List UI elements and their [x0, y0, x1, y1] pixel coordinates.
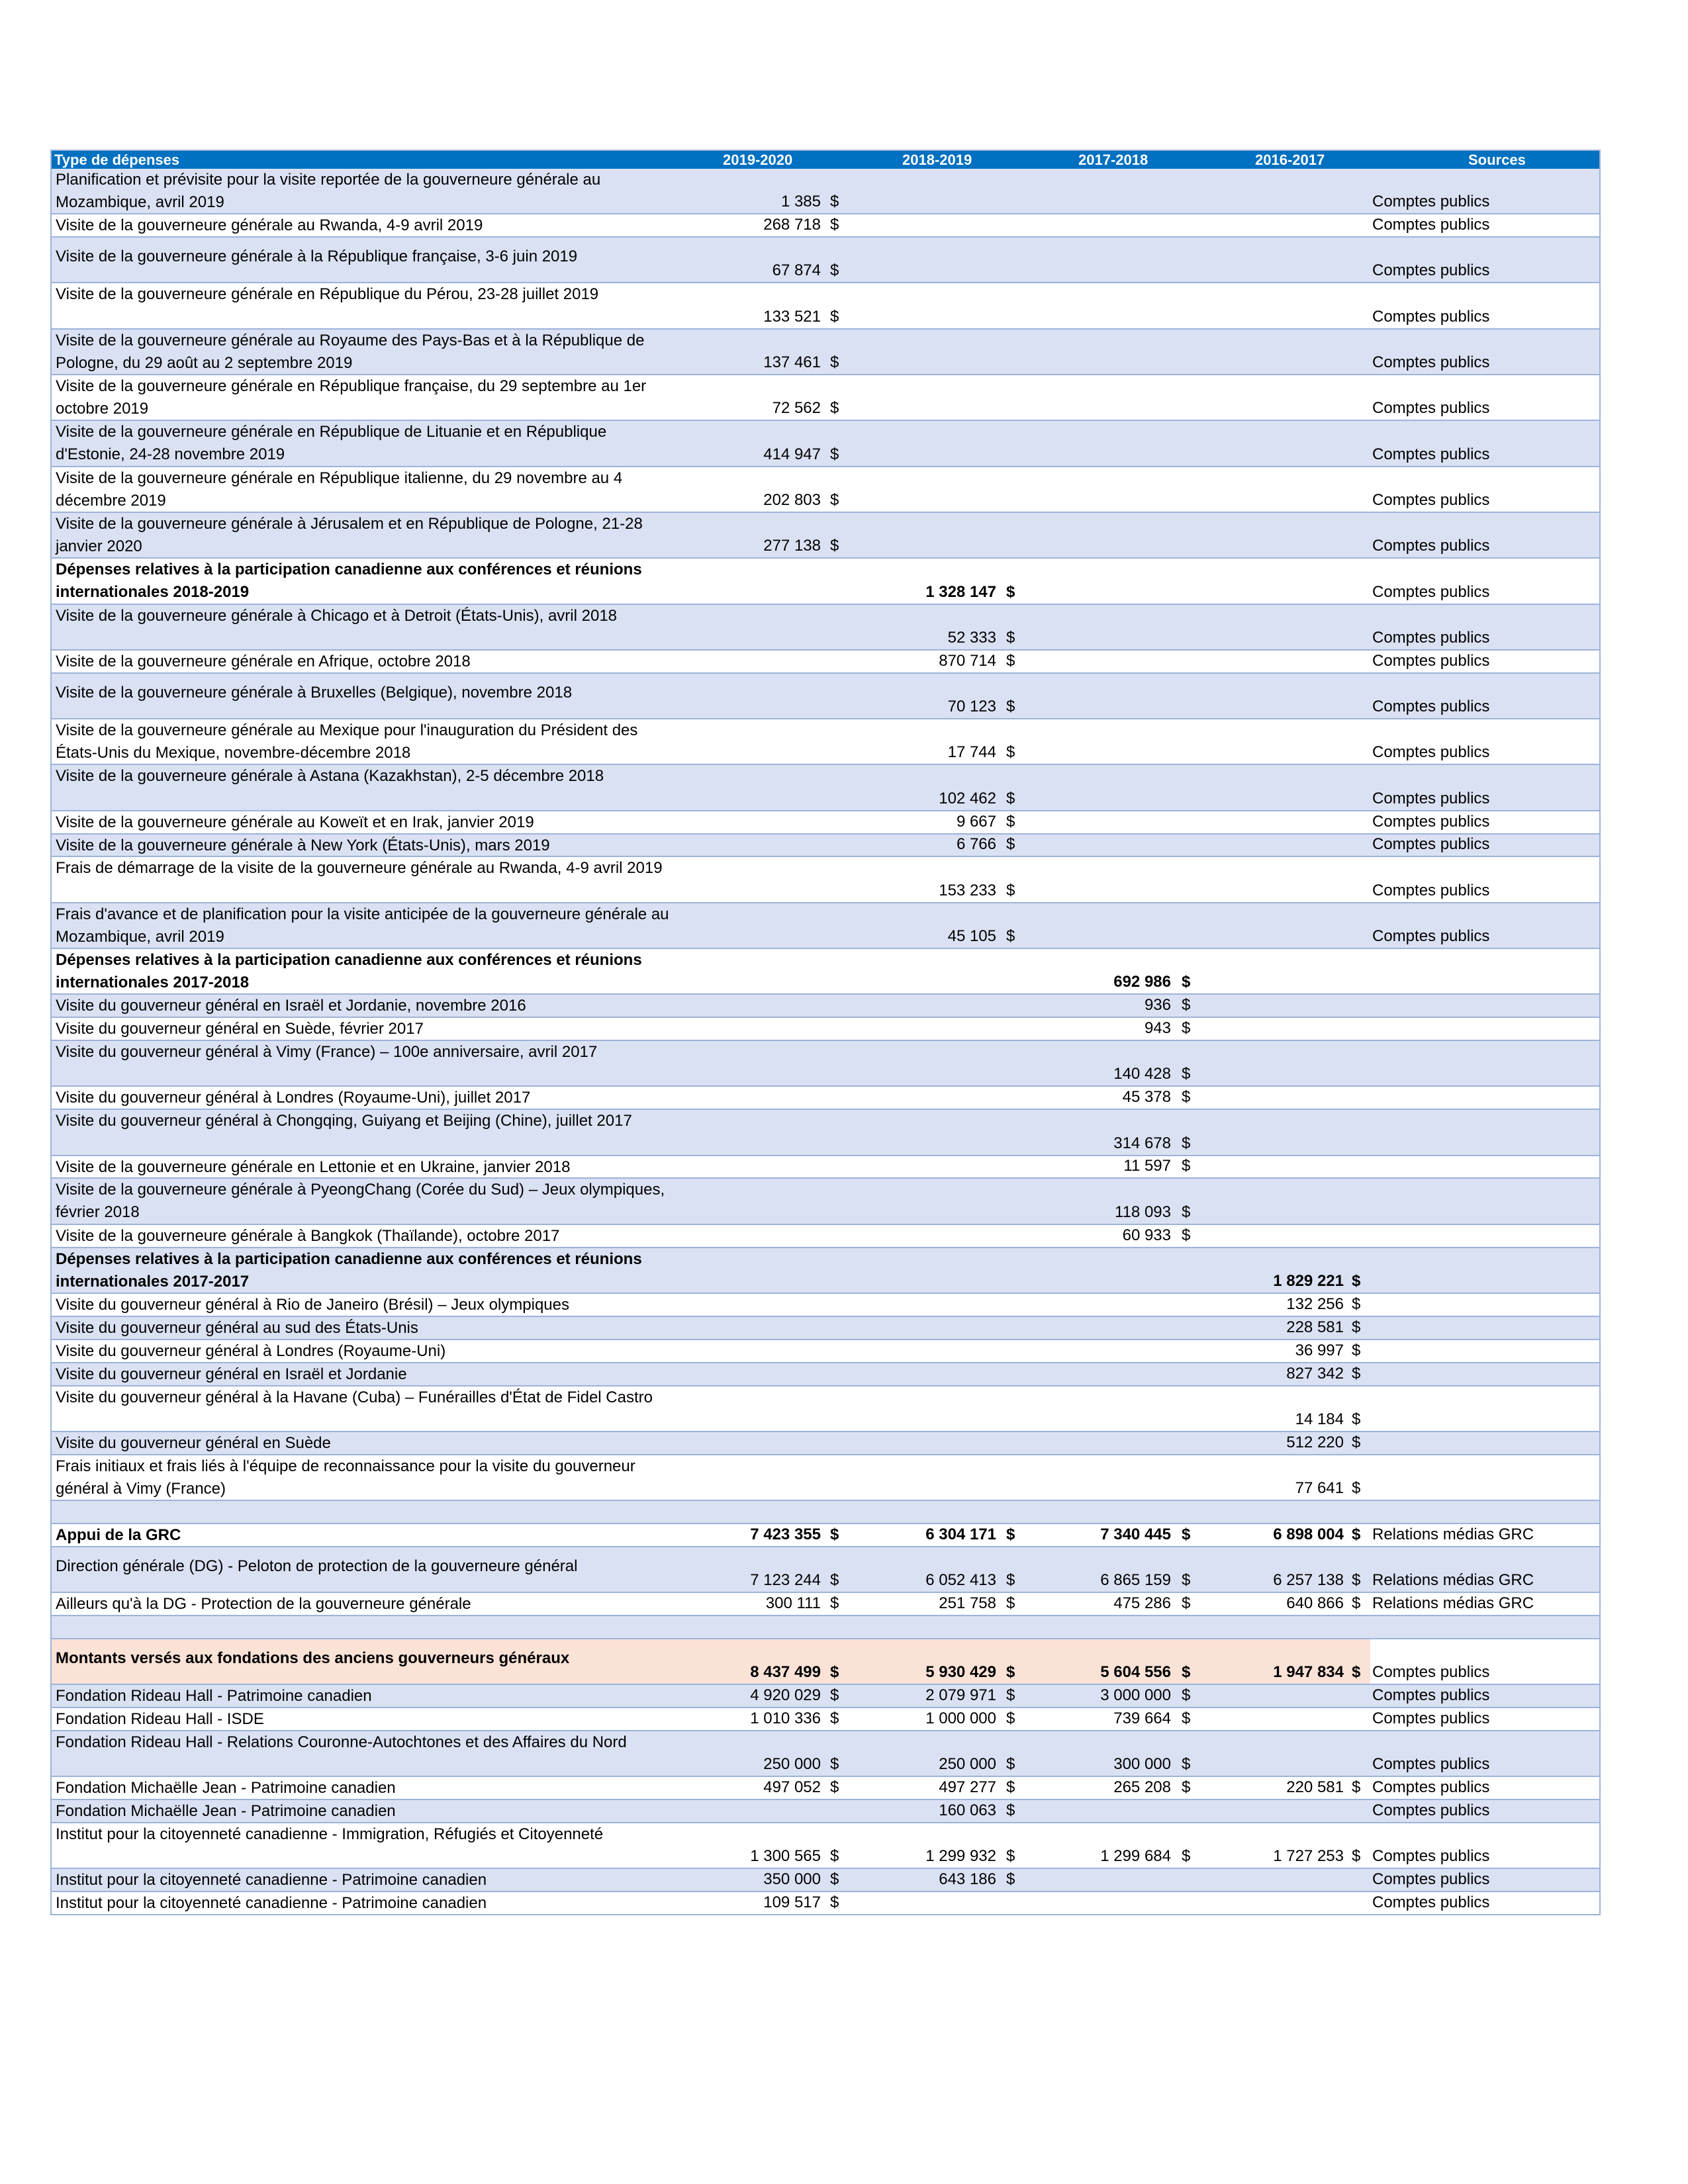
amount-2019-2020: 250 000: [763, 1755, 821, 1774]
row-description: Fondation Rideau Hall - ISDE: [56, 1710, 264, 1729]
row-description: Dépenses relatives à la participation canadienne aux conférences et réunions internationales 2017-2018: [56, 951, 642, 992]
table-row: [52, 674, 1599, 719]
amount-2019-2020: 7 123 244: [750, 1571, 821, 1590]
row-description: Direction générale (DG) - Peloton de protection de la gouverneure général: [56, 1557, 578, 1575]
currency-symbol: $: [830, 1778, 839, 1797]
currency-symbol: $: [1006, 1847, 1015, 1866]
table-row: [52, 765, 1599, 811]
amount-2019-2020: 1 010 336: [750, 1709, 821, 1727]
currency-symbol: $: [830, 1686, 839, 1705]
currency-symbol: $: [1006, 1594, 1015, 1612]
row-description: Fondation Rideau Hall - Relations Couronne-Autochtones et des Affaires du Nord: [56, 1733, 627, 1751]
currency-symbol: $: [1006, 1755, 1015, 1774]
amount-2019-2020: 1 300 565: [750, 1847, 821, 1866]
row-description: Visite du gouverneur général au sud des États-Unis: [56, 1318, 418, 1337]
row-description: Visite de la gouverneure générale en République du Pérou, 23-28 juillet 2019: [56, 285, 599, 304]
currency-symbol: $: [1352, 1364, 1361, 1383]
amount-2019-2020: 133 521: [763, 307, 821, 326]
table-row: [52, 1731, 1599, 1777]
table-row: [52, 1800, 1599, 1823]
currency-symbol: $: [1182, 1594, 1191, 1612]
amount-2016-2017: 1 829 221: [1273, 1271, 1344, 1290]
currency-symbol: $: [1352, 1410, 1361, 1428]
amount-2019-2020: 497 052: [763, 1778, 821, 1797]
amount-2019-2020: 72 562: [772, 399, 821, 418]
currency-symbol: $: [830, 1709, 839, 1727]
currency-symbol: $: [1182, 1686, 1191, 1705]
currency-symbol: $: [1182, 1134, 1191, 1152]
currency-symbol: $: [1182, 1709, 1191, 1727]
amount-2017-2018: 265 208: [1113, 1778, 1171, 1797]
row-source: Comptes publics: [1372, 628, 1490, 647]
currency-symbol: $: [1182, 1663, 1191, 1682]
row-description: Visite de la gouverneure générale à Bruxelles (Belgique), novembre 2018: [56, 683, 573, 702]
table-row: [52, 835, 1599, 858]
amount-2017-2018: 140 428: [1113, 1065, 1171, 1083]
amount-2018-2019: 102 462: [939, 789, 996, 807]
row-source: Comptes publics: [1372, 812, 1490, 831]
amount-2019-2020: 202 803: [763, 490, 821, 509]
row-source: Comptes publics: [1372, 1709, 1490, 1727]
currency-symbol: $: [1006, 628, 1015, 647]
currency-symbol: $: [1352, 1847, 1361, 1866]
amount-2017-2018: 936: [1144, 996, 1171, 1015]
amount-2018-2019: 1 299 932: [925, 1847, 996, 1866]
currency-symbol: $: [1352, 1271, 1361, 1290]
amount-2016-2017: 6 257 138: [1273, 1571, 1344, 1590]
currency-symbol: $: [1006, 812, 1015, 831]
amount-2018-2019: 643 186: [939, 1870, 996, 1889]
table-row: [52, 1869, 1599, 1892]
currency-symbol: $: [830, 193, 839, 211]
amount-2019-2020: 350 000: [763, 1870, 821, 1889]
row-source: Comptes publics: [1372, 1870, 1490, 1889]
row-description: Visite du gouverneur général en Israël et Jordanie: [56, 1365, 407, 1383]
table-row: [52, 1110, 1599, 1156]
row-description: Visite de la gouverneure générale à Jérusalem et en République de Pologne, 21-28 janvier 2020: [56, 514, 643, 555]
row-description: Appui de la GRC: [56, 1525, 181, 1544]
row-source: Relations médias GRC: [1372, 1525, 1534, 1543]
currency-symbol: $: [1006, 698, 1015, 716]
expenses-table: [50, 150, 1601, 1915]
currency-symbol: $: [1352, 1571, 1361, 1590]
currency-symbol: $: [830, 399, 839, 418]
currency-symbol: $: [1006, 1709, 1015, 1727]
header-year-2016-2017: 2016-2017: [1255, 152, 1325, 168]
row-source: Comptes publics: [1372, 1755, 1490, 1774]
currency-symbol: $: [1006, 1525, 1015, 1543]
currency-symbol: $: [1352, 1341, 1361, 1359]
header-year-2018-2019: 2018-2019: [902, 152, 972, 168]
amount-2017-2018: 943: [1144, 1019, 1171, 1038]
table-row: [52, 995, 1599, 1018]
amount-2017-2018: 118 093: [1115, 1203, 1171, 1221]
row-source: Relations médias GRC: [1372, 1594, 1534, 1612]
currency-symbol: $: [1006, 881, 1015, 899]
table-row: [52, 1179, 1599, 1224]
amount-2016-2017: 36 997: [1295, 1341, 1344, 1359]
row-description: Planification et prévisite pour la visite reportée de la gouverneure générale au Mozambique, avril 2019: [56, 171, 601, 211]
currency-symbol: $: [830, 1847, 839, 1866]
currency-symbol: $: [1006, 1686, 1015, 1705]
amount-2017-2018: 739 664: [1113, 1709, 1171, 1727]
table-row: [52, 857, 1599, 903]
table-row: [52, 330, 1599, 375]
amount-2018-2019: 5 930 429: [925, 1663, 996, 1682]
amount-2016-2017: 827 342: [1286, 1364, 1344, 1383]
row-description: Institut pour la citoyenneté canadienne - Patrimoine canadien: [56, 1894, 487, 1913]
table-row: [52, 169, 1599, 214]
row-source: Comptes publics: [1372, 743, 1490, 762]
currency-symbol: $: [830, 1571, 839, 1590]
amount-2018-2019: 250 000: [939, 1755, 996, 1774]
currency-symbol: $: [1006, 835, 1015, 854]
currency-symbol: $: [1182, 1571, 1191, 1590]
row-description: Visite de la gouverneure générale en Lettonie et en Ukraine, janvier 2018: [56, 1158, 571, 1176]
currency-symbol: $: [1182, 1847, 1191, 1866]
table-row: [52, 1639, 1599, 1685]
currency-symbol: $: [1352, 1318, 1361, 1336]
header-year-2017-2018: 2017-2018: [1078, 152, 1149, 168]
amount-2018-2019: 870 714: [939, 651, 996, 670]
row-description: Dépenses relatives à la participation canadienne aux conférences et réunions internationales 2018-2019: [56, 561, 642, 602]
amount-2016-2017: 1 947 834: [1273, 1663, 1344, 1682]
table-row: [52, 513, 1599, 559]
amount-2018-2019: 1 000 000: [925, 1709, 996, 1727]
row-description: Visite du gouverneur général à Vimy (France) – 100e anniversaire, avril 2017: [56, 1043, 598, 1062]
currency-symbol: $: [1352, 1778, 1361, 1797]
amount-2018-2019: 17 744: [947, 743, 996, 762]
row-source: Comptes publics: [1372, 399, 1490, 418]
currency-symbol: $: [1352, 1525, 1361, 1543]
amount-2019-2020: 137 461: [763, 353, 821, 372]
currency-symbol: $: [1182, 1226, 1191, 1244]
currency-symbol: $: [1006, 789, 1015, 807]
row-description: Visite de la gouverneure générale en République française, du 29 septembre au 1er octobre 2019: [56, 377, 647, 418]
table-row: [52, 1547, 1599, 1593]
row-description: Frais de démarrage de la visite de la gouverneure générale au Rwanda, 4-9 avril 2019: [56, 859, 663, 878]
table-row: [52, 1708, 1599, 1731]
amount-2016-2017: 1 727 253: [1273, 1847, 1344, 1866]
amount-2018-2019: 2 079 971: [925, 1686, 996, 1705]
header-sources: Sources: [1468, 152, 1526, 168]
currency-symbol: $: [1182, 1778, 1191, 1797]
currency-symbol: $: [1006, 1801, 1015, 1820]
currency-symbol: $: [1182, 1065, 1191, 1083]
table-row: [52, 238, 1599, 283]
row-source: Comptes publics: [1372, 537, 1490, 555]
table-row: [52, 1455, 1599, 1501]
currency-symbol: $: [1182, 973, 1191, 991]
row-description: Visite du gouverneur général à Londres (Royaume-Uni): [56, 1342, 446, 1360]
currency-symbol: $: [830, 1594, 839, 1612]
table-row: [52, 1018, 1599, 1041]
amount-2017-2018: 60 933: [1122, 1226, 1171, 1244]
table-row: [52, 1387, 1599, 1432]
amount-2019-2020: 1 385: [780, 193, 821, 211]
table-row: [52, 1340, 1599, 1363]
row-source: Comptes publics: [1372, 1778, 1490, 1797]
row-description: Visite du gouverneur général à Rio de Janeiro (Brésil) – Jeux olympiques: [56, 1295, 569, 1314]
amount-2019-2020: 8 437 499: [750, 1663, 821, 1682]
row-description: Visite de la gouverneure générale en République de Lituanie et en République d'Estonie, 24-28 novembre 2019: [56, 423, 607, 464]
row-source: Comptes publics: [1372, 835, 1490, 854]
row-description: Visite de la gouverneure générale à Bangkok (Thaïlande), octobre 2017: [56, 1226, 560, 1245]
row-description: Montants versés aux fondations des anciens gouverneurs généraux: [56, 1649, 570, 1667]
row-source: Comptes publics: [1372, 261, 1490, 280]
amount-2018-2019: 6 304 171: [925, 1525, 996, 1543]
currency-symbol: $: [1182, 1203, 1191, 1221]
table-row: [52, 949, 1599, 995]
table-row: [52, 1524, 1599, 1547]
row-description: Visite du gouverneur général en Israël et Jordanie, novembre 2016: [56, 997, 526, 1015]
amount-2017-2018: 314 678: [1113, 1134, 1171, 1152]
table-row: [52, 1501, 1599, 1524]
table-row: [52, 651, 1599, 674]
amount-2016-2017: 14 184: [1295, 1410, 1344, 1428]
amount-2019-2020: 4 920 029: [750, 1686, 821, 1705]
currency-symbol: $: [1006, 1571, 1015, 1590]
amount-2016-2017: 132 256: [1286, 1295, 1344, 1313]
currency-symbol: $: [1006, 651, 1015, 670]
amount-2018-2019: 45 105: [947, 927, 996, 946]
row-description: Fondation Michaëlle Jean - Patrimoine canadien: [56, 1802, 396, 1821]
amount-2016-2017: 512 220: [1286, 1433, 1344, 1451]
row-description: Visite du gouverneur général à Londres (Royaume-Uni), juillet 2017: [56, 1089, 531, 1107]
row-description: Visite de la gouverneure générale au Rwanda, 4-9 avril 2019: [56, 216, 483, 235]
row-source: Comptes publics: [1372, 1801, 1490, 1820]
currency-symbol: $: [1352, 1295, 1361, 1313]
amount-2016-2017: 6 898 004: [1273, 1525, 1344, 1543]
row-description: Institut pour la citoyenneté canadienne - Patrimoine canadien: [56, 1871, 487, 1889]
row-source: Comptes publics: [1372, 216, 1490, 234]
row-source: Comptes publics: [1372, 1686, 1490, 1705]
amount-2016-2017: 220 581: [1286, 1778, 1344, 1797]
amount-2017-2018: 7 340 445: [1100, 1525, 1171, 1543]
currency-symbol: $: [830, 307, 839, 326]
table-row: [52, 1087, 1599, 1110]
amount-2016-2017: 77 641: [1295, 1479, 1344, 1497]
table-row: [52, 605, 1599, 651]
row-source: Comptes publics: [1372, 193, 1490, 211]
table-row: [52, 1248, 1599, 1294]
row-description: Visite du gouverneur général en Suède: [56, 1433, 331, 1452]
currency-symbol: $: [830, 1893, 839, 1912]
row-source: Comptes publics: [1372, 651, 1490, 670]
table-row: [52, 467, 1599, 513]
currency-symbol: $: [1352, 1479, 1361, 1497]
row-source: Relations médias GRC: [1372, 1571, 1534, 1590]
amount-2018-2019: 6 052 413: [925, 1571, 996, 1590]
row-source: Comptes publics: [1372, 927, 1490, 946]
table-row: [52, 1892, 1599, 1915]
row-description: Visite de la gouverneure générale au Koweït et en Irak, janvier 2019: [56, 813, 534, 831]
row-description: Ailleurs qu'à la DG - Protection de la gouverneure générale: [56, 1595, 471, 1614]
row-source: Comptes publics: [1372, 307, 1490, 326]
row-source: Comptes publics: [1372, 1893, 1490, 1912]
row-description: Frais initiaux et frais liés à l'équipe de reconnaissance pour la visite du gouverneur général à Vimy (France): [56, 1457, 635, 1498]
amount-2018-2019: 497 277: [939, 1778, 996, 1797]
row-description: Visite de la gouverneure générale à New York (États-Unis), mars 2019: [56, 836, 550, 854]
table-row: [52, 1432, 1599, 1455]
row-description: Visite du gouverneur général à la Havane (Cuba) – Funérailles d'État de Fidel Castro: [56, 1388, 653, 1406]
table-row: [52, 214, 1599, 238]
table-row: [52, 1294, 1599, 1317]
row-description: Visite de la gouverneure générale à PyeongChang (Corée du Sud) – Jeux olympiques, février 2018: [56, 1181, 665, 1222]
row-source: Comptes publics: [1372, 353, 1490, 372]
table-row: [52, 1593, 1599, 1616]
table-row: [52, 559, 1599, 604]
amount-2018-2019: 251 758: [939, 1594, 996, 1612]
amount-2018-2019: 52 333: [947, 628, 996, 647]
row-description: Visite de la gouverneure générale à Chicago et à Detroit (États-Unis), avril 2018: [56, 606, 618, 625]
amount-2018-2019: 70 123: [947, 698, 996, 716]
currency-symbol: $: [830, 261, 839, 280]
currency-symbol: $: [1182, 1019, 1191, 1038]
amount-2017-2018: 300 000: [1113, 1755, 1171, 1774]
currency-symbol: $: [1006, 1663, 1015, 1682]
table-row: [52, 903, 1599, 949]
table-row: [52, 719, 1599, 765]
currency-symbol: $: [1182, 1525, 1191, 1543]
amount-2019-2020: 7 423 355: [750, 1525, 821, 1543]
currency-symbol: $: [1006, 1778, 1015, 1797]
table-header: [52, 150, 1599, 169]
amount-2019-2020: 268 718: [763, 216, 821, 234]
table-row: [52, 421, 1599, 467]
table-row: [52, 1041, 1599, 1087]
row-description: Frais d'avance et de planification pour la visite anticipée de la gouverneure générale au Mozambique, avril 2019: [56, 905, 669, 946]
currency-symbol: $: [1182, 1755, 1191, 1774]
currency-symbol: $: [830, 1663, 839, 1682]
currency-symbol: $: [1006, 927, 1015, 946]
row-description: Visite de la gouverneure générale en Afrique, octobre 2018: [56, 652, 471, 670]
currency-symbol: $: [1006, 743, 1015, 762]
row-description: Fondation Rideau Hall - Patrimoine canadien: [56, 1687, 372, 1706]
header-type: Type de dépenses: [54, 152, 180, 168]
currency-symbol: $: [830, 490, 839, 509]
amount-2017-2018: 1 299 684: [1100, 1847, 1171, 1866]
table-row: [52, 811, 1599, 835]
row-description: Institut pour la citoyenneté canadienne - Immigration, Réfugiés et Citoyenneté: [56, 1825, 604, 1844]
table-row: [52, 1363, 1599, 1387]
amount-2016-2017: 228 581: [1286, 1318, 1344, 1336]
table-row: [52, 1616, 1599, 1639]
header-year-2019-2020: 2019-2020: [723, 152, 793, 168]
row-description: Visite de la gouverneure générale au Mexique pour l'inauguration du Président des États-Unis du Mexique, novembre-décembre 2018: [56, 721, 638, 762]
row-description: Visite de la gouverneure générale à Astana (Kazakhstan), 2-5 décembre 2018: [56, 767, 604, 786]
row-source: Comptes publics: [1372, 1663, 1490, 1682]
table-row: [52, 1777, 1599, 1800]
amount-2018-2019: 153 233: [939, 881, 996, 899]
row-source: Comptes publics: [1372, 698, 1490, 716]
row-description: Visite de la gouverneure générale à la République française, 3-6 juin 2019: [56, 248, 578, 266]
row-source: Comptes publics: [1372, 881, 1490, 899]
table-row: [52, 1685, 1599, 1708]
amount-2017-2018: 45 378: [1122, 1088, 1171, 1107]
amount-2018-2019: 160 063: [939, 1801, 996, 1820]
currency-symbol: $: [830, 1870, 839, 1889]
amount-2019-2020: 67 874: [772, 261, 821, 280]
currency-symbol: $: [1352, 1594, 1361, 1612]
row-description: Visite de la gouverneure générale en République italienne, du 29 novembre au 4 décembre 2019: [56, 469, 623, 510]
amount-2018-2019: 6 766: [956, 835, 996, 854]
row-source: Comptes publics: [1372, 445, 1490, 463]
currency-symbol: $: [830, 445, 839, 463]
table-row: [52, 1156, 1599, 1179]
amount-2016-2017: 640 866: [1286, 1594, 1344, 1612]
currency-symbol: $: [1182, 1157, 1191, 1175]
currency-symbol: $: [830, 216, 839, 234]
table-row: [52, 1317, 1599, 1340]
table-body: [52, 169, 1599, 1915]
currency-symbol: $: [1182, 1088, 1191, 1107]
amount-2017-2018: 475 286: [1113, 1594, 1171, 1612]
currency-symbol: $: [1006, 582, 1015, 601]
amount-2017-2018: 5 604 556: [1100, 1663, 1171, 1682]
table-row: [52, 1225, 1599, 1248]
amount-2018-2019: 1 328 147: [925, 582, 996, 601]
row-source: Comptes publics: [1372, 789, 1490, 807]
amount-2017-2018: 3 000 000: [1100, 1686, 1171, 1705]
table-row: [52, 1823, 1599, 1869]
currency-symbol: $: [830, 537, 839, 555]
currency-symbol: $: [1352, 1663, 1361, 1682]
row-description: Visite du gouverneur général en Suède, février 2017: [56, 1020, 424, 1038]
amount-2019-2020: 109 517: [763, 1893, 821, 1912]
amount-2019-2020: 414 947: [763, 445, 821, 463]
amount-2017-2018: 11 597: [1123, 1157, 1171, 1175]
currency-symbol: $: [1352, 1433, 1361, 1451]
row-description: Dépenses relatives à la participation canadienne aux conférences et réunions internationales 2017-2017: [56, 1250, 642, 1291]
currency-symbol: $: [1006, 1870, 1015, 1889]
currency-symbol: $: [830, 1755, 839, 1774]
row-source: Comptes publics: [1372, 582, 1490, 601]
row-description: Fondation Michaëlle Jean - Patrimoine canadien: [56, 1779, 396, 1797]
currency-symbol: $: [830, 353, 839, 372]
amount-2017-2018: 692 986: [1113, 973, 1171, 991]
row-source: Comptes publics: [1372, 1847, 1490, 1866]
table-row: [52, 283, 1599, 329]
row-source: Comptes publics: [1372, 490, 1490, 509]
amount-2019-2020: 300 111: [765, 1594, 821, 1612]
amount-2018-2019: 9 667: [956, 812, 996, 831]
row-description: Visite du gouverneur général à Chongqing, Guiyang et Beijing (Chine), juillet 2017: [56, 1112, 632, 1130]
currency-symbol: $: [830, 1525, 839, 1543]
amount-2019-2020: 277 138: [763, 537, 821, 555]
currency-symbol: $: [1182, 996, 1191, 1015]
amount-2017-2018: 6 865 159: [1100, 1571, 1171, 1590]
table-row: [52, 375, 1599, 421]
row-description: Visite de la gouverneure générale au Royaume des Pays-Bas et à la République de Pologne, du 29 août au 2 septembre 2019: [56, 331, 645, 372]
